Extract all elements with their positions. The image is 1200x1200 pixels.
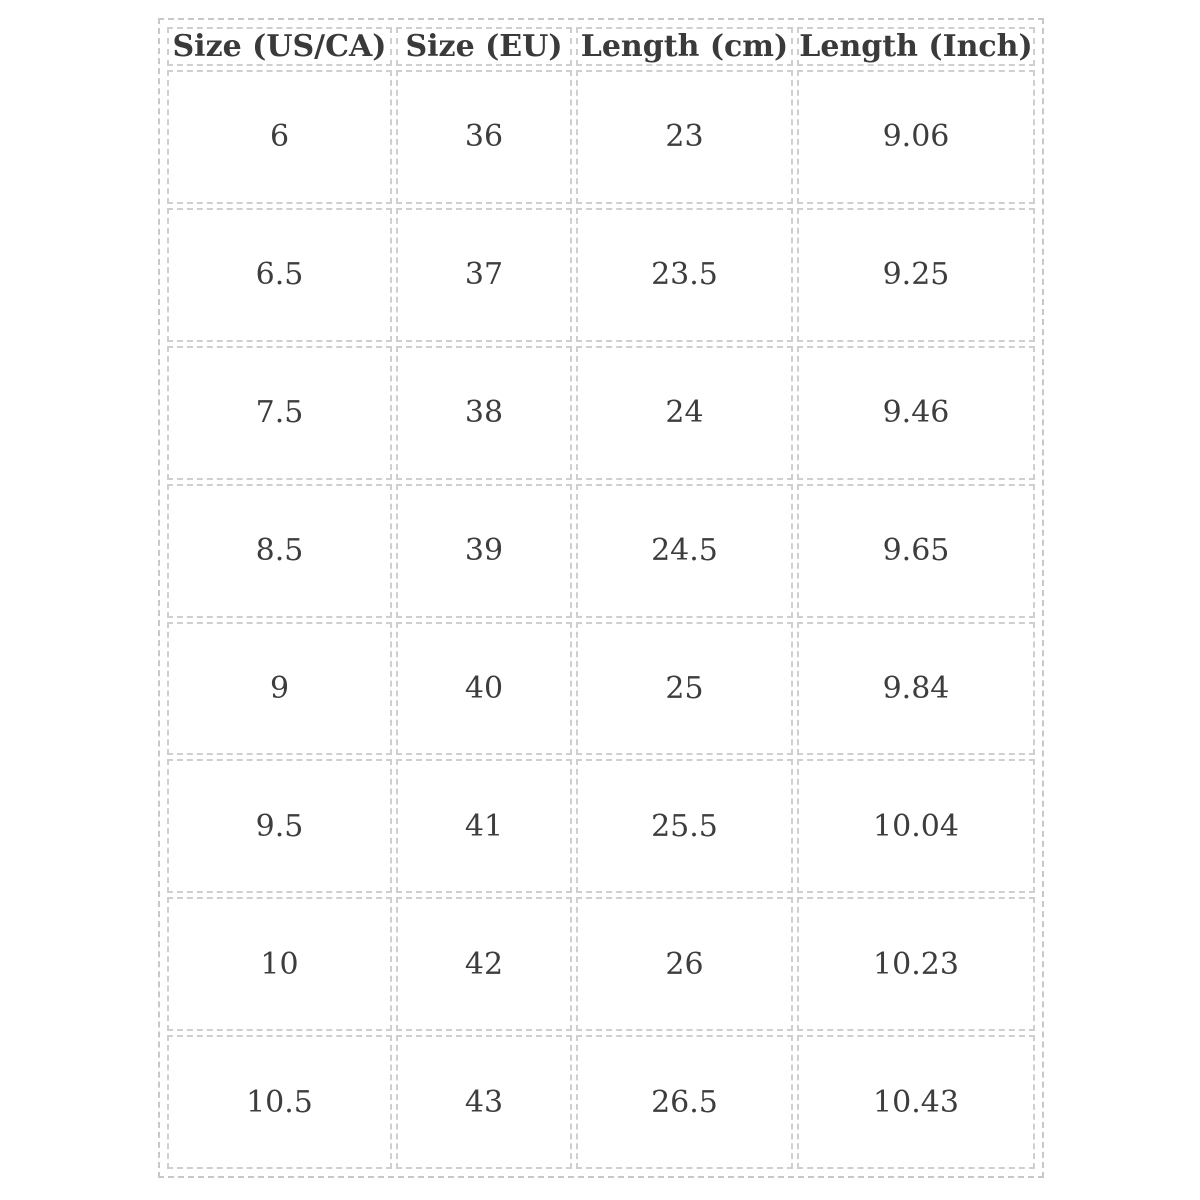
cell-length-cm: 23.5 [576, 208, 793, 342]
size-table [163, 23, 1039, 1173]
cell-size-eu: 42 [396, 897, 572, 1031]
table-row [167, 484, 1035, 618]
cell-size-us-ca: 10 [167, 897, 392, 1031]
header-size-eu: Size (EU) [396, 27, 572, 66]
cell-length-inch: 9.65 [797, 484, 1035, 618]
table-row [167, 1035, 1035, 1169]
cell-length-cm: 25.5 [576, 759, 793, 893]
cell-size-us-ca: 7.5 [167, 346, 392, 480]
header-size-us-ca: Size (US/CA) [167, 27, 392, 66]
table-row [167, 70, 1035, 204]
cell-size-eu: 38 [396, 346, 572, 480]
cell-length-cm: 26 [576, 897, 793, 1031]
cell-length-inch: 9.25 [797, 208, 1035, 342]
cell-length-inch: 9.84 [797, 622, 1035, 756]
cell-size-eu: 36 [396, 70, 572, 204]
cell-size-us-ca: 9 [167, 622, 392, 756]
header-length-inch: Length (Inch) [797, 27, 1035, 66]
cell-size-eu: 43 [396, 1035, 572, 1169]
cell-length-inch: 9.46 [797, 346, 1035, 480]
cell-length-inch: 9.06 [797, 70, 1035, 204]
cell-size-eu: 41 [396, 759, 572, 893]
cell-length-cm: 24.5 [576, 484, 793, 618]
table-row [167, 208, 1035, 342]
table-row [167, 622, 1035, 756]
cell-size-eu: 37 [396, 208, 572, 342]
cell-length-inch: 10.04 [797, 759, 1035, 893]
cell-length-inch: 10.43 [797, 1035, 1035, 1169]
cell-size-us-ca: 8.5 [167, 484, 392, 618]
table-header-row [167, 27, 1035, 66]
cell-length-cm: 23 [576, 70, 793, 204]
cell-size-us-ca: 6.5 [167, 208, 392, 342]
cell-length-cm: 25 [576, 622, 793, 756]
cell-size-us-ca: 9.5 [167, 759, 392, 893]
cell-size-us-ca: 6 [167, 70, 392, 204]
cell-size-eu: 39 [396, 484, 572, 618]
cell-length-cm: 24 [576, 346, 793, 480]
cell-length-inch: 10.23 [797, 897, 1035, 1031]
cell-size-us-ca: 10.5 [167, 1035, 392, 1169]
table-row [167, 346, 1035, 480]
size-chart [158, 18, 1044, 1178]
header-length-cm: Length (cm) [576, 27, 793, 66]
table-row [167, 897, 1035, 1031]
cell-length-cm: 26.5 [576, 1035, 793, 1169]
table-row [167, 759, 1035, 893]
cell-size-eu: 40 [396, 622, 572, 756]
